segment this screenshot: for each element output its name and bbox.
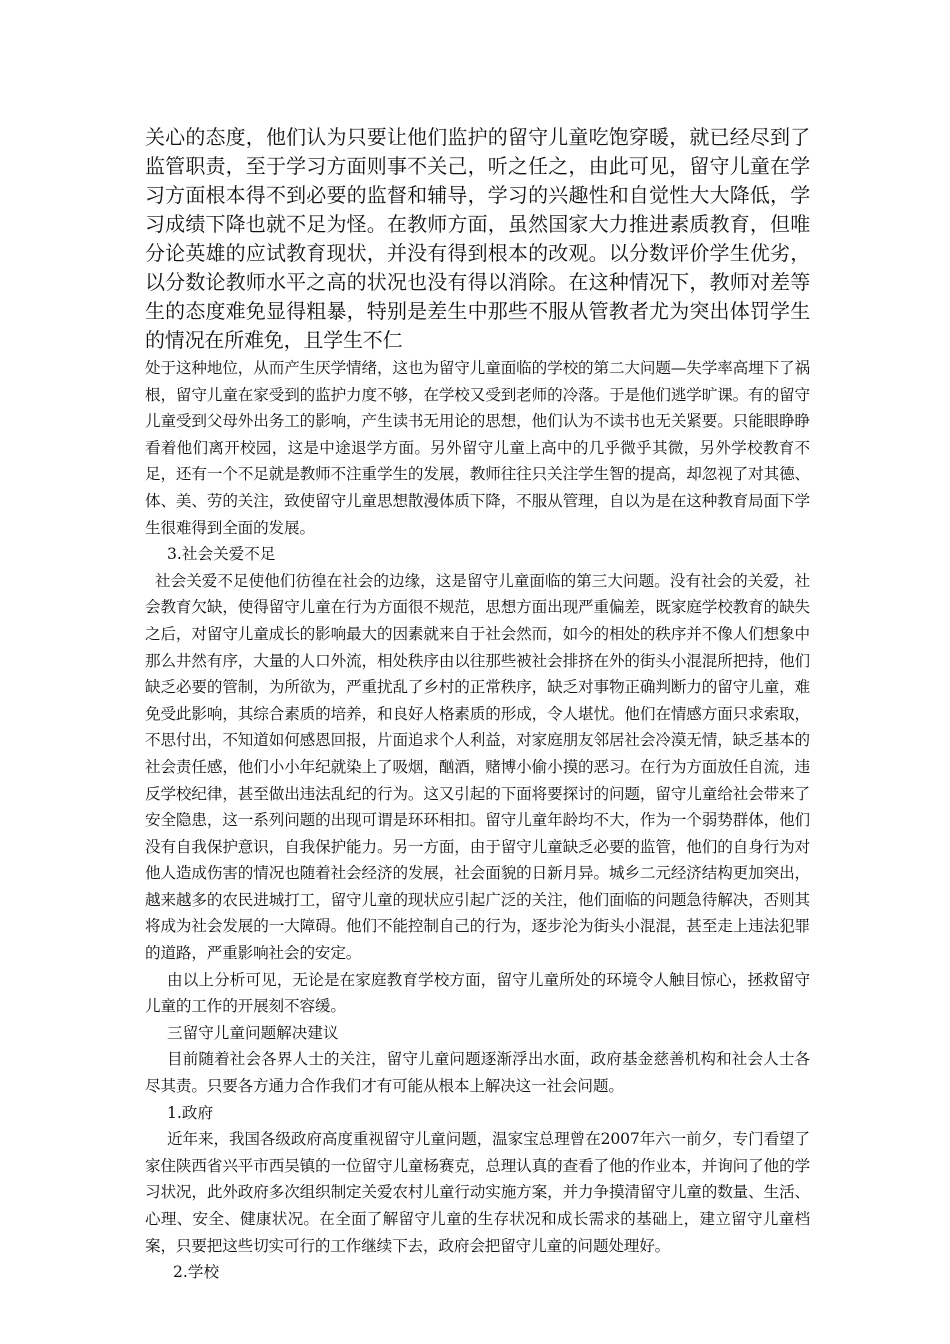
heading-school: 2.学校 <box>173 1263 220 1282</box>
paragraph-government: 近年来，我国各级政府高度重视留守儿童问题，温家宝总理曾在2007年六一前夕，专门看望了家住陕西省兴平市西吴镇的一位留守儿童杨赛克，总理认真的查看了他的作业本，并询问了他的学习状况，此外政府多次组织制定关爱农村儿童行动实施方案，并力争摸清留守儿童的数量、生活、心理、安全、健康状况。在全面了解留守儿童的生存状况和成长需求的基础上，建立留守儿童档案，只要把这些切实可行的工作继续下去，政府会把留守儿童的问题处理好。 <box>145 1130 810 1255</box>
paragraph-conclusion: 由以上分析可见，无论是在家庭教育学校方面，留守儿童所处的环境令人触目惊心，拯救留守儿童的工作的开展刻不容缓。 <box>145 970 810 1016</box>
heading-solutions: 三留守儿童问题解决建议 <box>167 1023 339 1042</box>
paragraph-solutions-intro: 目前随着社会各界人士的关注，留守儿童问题逐渐浮出水面，政府基金慈善机构和社会人士各尽其责。只要各方通力合作我们才有可能从根本上解决这一社会问题。 <box>145 1050 810 1096</box>
heading-government: 1.政府 <box>167 1103 214 1122</box>
paragraph-social-care: 社会关爱不足使他们彷徨在社会的边缘，这是留守儿童面临的第三大问题。没有社会的关爱，社会教育欠缺，使得留守儿童在行为方面很不规范，思想方面出现严重偏差，既家庭学校教育的缺失之后，对留守儿童成长的影响最大的因素就来自于社会然而，如今的相处的秩序并不像人们想象中那么井然有序，大量的人口外流，相处秩序由以往那些被社会排挤在外的街头小混混所把持，他们缺乏必要的管制，为所欲为，严重扰乱了乡村的正常秩序，缺乏对事物正确判断力的留守儿童，难免受此影响，其综合素质的培养，和良好人格素质的形成，令人堪忧。他们在情感方面只求索取，不思付出，不知道如何感恩回报，片面追求个人利益，对家庭朋友邻居社会冷漠无情，缺乏基本的社会责任感，他们小小年纪就染上了吸烟，酗酒，赌博小偷小摸的恶习。在行为方面放任自流，违反学校纪律，甚至做出违法乱纪的行为。这又引起的下面将要探讨的问题，留守儿童给社会带来了安全隐患，这一系列问题的出现可谓是环环相扣。留守儿童年龄均不大，作为一个弱势群体，他们没有自我保护意识，自我保护能力。另一方面，由于留守儿童缺乏必要的监管，他们的自身行为对他人造成伤害的情况也随着社会经济的发展，社会面貌的日新月异。城乡二元经济结构更加突出，越来越多的农民进城打工，留守儿童的现状应引起广泛的关注，他们面临的问题急待解决，否则其将成为社会发展的一大障碍。他们不能控制自己的行为，逐步沦为街头小混混，甚至走上违法犯罪的道路，严重影响社会的安定。 <box>145 571 810 963</box>
document-page <box>145 123 810 1286</box>
heading-social-care: 3.社会关爱不足 <box>167 545 276 564</box>
paragraph-teacher-attitude: 关心的态度，他们认为只要让他们监护的留守儿童吃饱穿暖，就已经尽到了监管职责，至于学习方面则事不关己，听之任之，由此可见，留守儿童在学习方面根本得不到必要的监督和辅导，学习的兴趣性和自觉性大大降低，学习成绩下降也就不足为怪。在教师方面，虽然国家大力推进素质教育，但唯分论英雄的应试教育现状，并没有得到根本的改观。以分数评价学生优劣，以分数论教师水平之高的状况也没有得以消除。在这种情况下，教师对差等生的态度难免显得粗暴，特别是差生中那些不服从管教者尤为突出体罚学生的情况在所难免，且学生不仁 <box>145 125 810 352</box>
paragraph-dropout: 处于这种地位，从而产生厌学情绪，这也为留守儿童面临的学校的第二大问题—失学率高埋下了祸根，留守儿童在家受到的监护力度不够，在学校又受到老师的冷落。于是他们逃学旷课。有的留守儿童受到父母外出务工的影响，产生读书无用论的思想，他们认为不读书也无关紧要。只能眼睁睁看着他们离开校园，这是中途退学方面。另外留守儿童上高中的几乎微乎其微，另外学校教育不足，还有一个不足就是教师不注重学生的发展，教师往往只关注学生智的提高，却忽视了对其德、体、美、劳的关注，致使留守儿童思想散漫体质下降，不服从管理，自以为是在这种教育局面下学生很难得到全面的发展。 <box>145 359 810 537</box>
